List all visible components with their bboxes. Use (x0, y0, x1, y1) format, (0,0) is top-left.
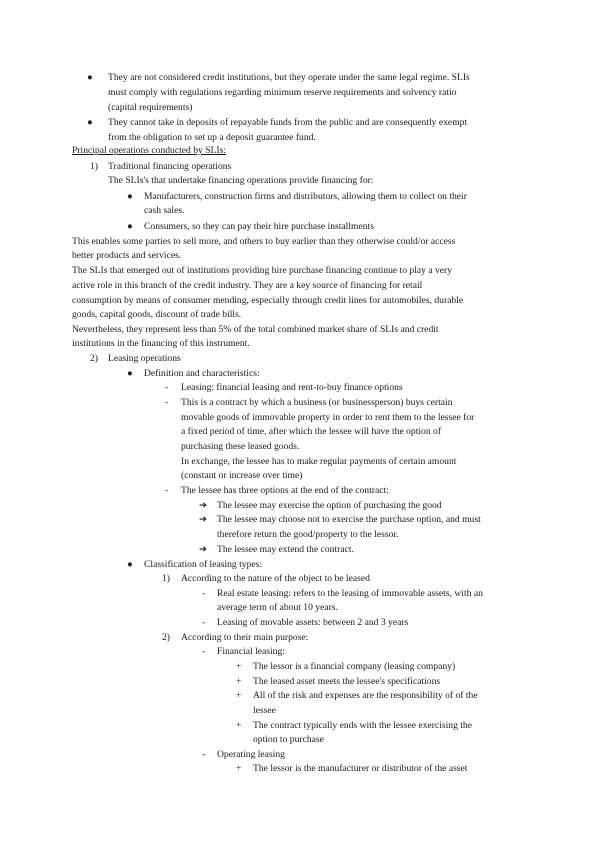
text-line: The lessee may choose not to exercise the purchase option, and must (217, 514, 481, 525)
paragraph-line: better products and services. (72, 250, 182, 261)
list-heading: Classification of leasing types: (144, 559, 263, 570)
plus-marker: + (236, 763, 242, 774)
paragraph-line: Nevertheless, they represent less than 5% of the total combined market share of SLIs and credit (72, 324, 439, 335)
text-line: The contract typically ends with the lessee exercising the (253, 720, 472, 731)
list-heading: Financial leasing: (217, 646, 285, 657)
dash-marker: - (202, 749, 206, 760)
list-heading: According to their main purpose: (181, 632, 309, 643)
text-line: The lessee may extend the contract. (217, 544, 354, 555)
bullet-marker: ● (127, 221, 133, 232)
arrow-marker: ➔ (199, 514, 208, 525)
text-line: from the obligation to set up a deposit guarantee fund. (108, 132, 316, 143)
text-line: All of the risk and expenses are the responsibility of of the (253, 690, 478, 701)
text-line: Leasing of movable assets: between 2 and 3 years (217, 617, 409, 628)
text-line: The leased asset meets the lessee's specifications (253, 676, 441, 687)
paragraph-line: active role in this branch of the credit industry. They are a key source of financing for retail (72, 280, 423, 291)
text-line: The SLIs's that undertake financing operations provide financing for: (108, 175, 374, 186)
paragraph-line: The SLIs that emerged out of institutions providing hire purchase financing continue to play a very (72, 265, 453, 276)
paragraph-line: institutions in the financing of this instrument. (72, 338, 250, 349)
text-line: They cannot take in deposits of repayable funds from the public and are consequently exempt (108, 117, 468, 128)
text-line: The lessor is the manufacturer or distributor of the asset (253, 763, 468, 774)
text-line: cash sales. (144, 205, 185, 216)
list-heading: Definition and characteristics: (144, 368, 260, 379)
arrow-marker: ➔ (199, 500, 208, 511)
text-line: must comply with regulations regarding minimum reserve requirements and solvency ratio (108, 87, 457, 98)
text-line: They are not considered credit institutions, but they operate under the same legal regime. SLIs (108, 72, 470, 83)
text-line: purchasing these leased goods. (181, 441, 300, 452)
text-line: option to purchase (253, 734, 324, 745)
bullet-marker: ● (127, 368, 133, 379)
plus-marker: + (236, 690, 242, 701)
list-number: 1) (90, 161, 98, 172)
text-line: Real estate leasing: refers to the leasing of immovable assets, with an (217, 588, 483, 599)
bullet-marker: ● (87, 72, 93, 83)
text-line: (capital requirements) (108, 102, 193, 113)
text-line: This is a contract by which a business (or businessperson) buys certain (181, 397, 453, 408)
text-line: (constant or increase over time) (181, 470, 303, 481)
dash-marker: - (202, 617, 206, 628)
dash-marker: - (165, 485, 169, 496)
paragraph-line: consumption by means of consumer mending, especially through credit lines for automobiles, durable (72, 295, 464, 306)
paragraph-line: goods, capital goods, discount of trade bills. (72, 309, 242, 320)
plus-marker: + (236, 720, 242, 731)
text-line: The lessee has three options at the end of the contract: (181, 485, 389, 496)
bullet-marker: ● (87, 117, 93, 128)
list-heading: Traditional financing operations (108, 161, 232, 172)
text-line: Consumers, so they can pay their hire purchase installments (144, 221, 374, 232)
text-line: therefore return the good/property to the lessor. (217, 529, 399, 540)
plus-marker: + (236, 661, 242, 672)
dash-marker: - (202, 646, 206, 657)
arrow-marker: ➔ (199, 544, 208, 555)
text-line: average term of about 10 years. (217, 602, 338, 613)
bullet-marker: ● (127, 191, 133, 202)
dash-marker: - (202, 588, 206, 599)
text-line: a fixed period of time, after which the lessee will have the option of (181, 426, 442, 437)
text-line: The lessee may exercise the option of purchasing the good (217, 500, 442, 511)
list-heading: According to the nature of the object to be leased (181, 573, 370, 584)
text-line: Leasing: financial leasing and rent-to-buy finance options (181, 382, 403, 393)
text-line: movable goods of immovable property in order to rent them to the lessee for (181, 412, 475, 423)
text-line: The lessor is a financial company (leasing company) (253, 661, 456, 672)
text-line: lessee (253, 705, 276, 716)
dash-marker: - (165, 382, 169, 393)
list-heading: Leasing operations (108, 353, 181, 364)
section-heading: Principal operations conducted by SLIs: (72, 145, 227, 156)
plus-marker: + (236, 676, 242, 687)
list-heading: Operating leasing (217, 749, 285, 760)
paragraph-line: This enables some parties to sell more, and others to buy earlier than they otherwise could/or access (72, 236, 456, 247)
bullet-marker: ● (127, 559, 133, 570)
list-number: 2) (162, 632, 170, 643)
list-number: 1) (162, 573, 170, 584)
text-line: In exchange, the lessee has to make regular payments of certain amount (181, 456, 457, 467)
dash-marker: - (165, 397, 169, 408)
list-number: 2) (90, 353, 98, 364)
text-line: Manufacturers, construction firms and distributors, allowing them to collect on their (144, 191, 467, 202)
